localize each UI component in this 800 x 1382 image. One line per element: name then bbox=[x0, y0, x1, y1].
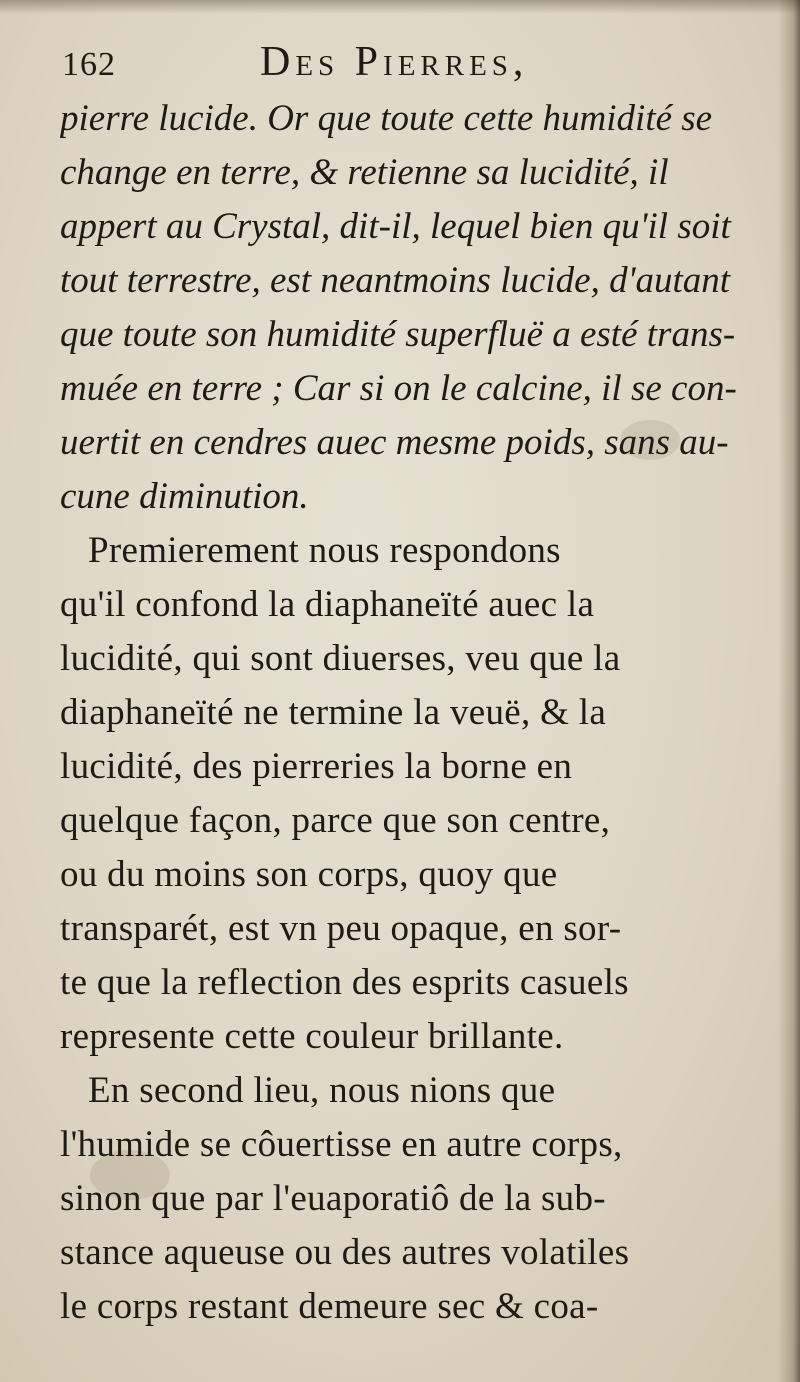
text-line: change en terre, & retienne sa lucidité, il bbox=[60, 152, 669, 193]
text-line: appert au Crystal, dit-il, lequel bien qu'il soit bbox=[60, 206, 731, 247]
page-shadow-top bbox=[0, 0, 800, 14]
text-line: diaphaneïté ne termine la veuë, & la bbox=[60, 692, 607, 733]
text-line: cune diminution. bbox=[60, 476, 309, 517]
text-line: l'humide se côuertisse en autre corps, bbox=[60, 1124, 623, 1165]
text-line: te que la reflection des esprits casuels bbox=[60, 962, 629, 1003]
text-line: sinon que par l'euaporatiô de la sub- bbox=[60, 1178, 606, 1219]
text-line: stance aqueuse ou des autres volatiles bbox=[60, 1232, 630, 1273]
text-line: transparét, est vn peu opaque, en sor- bbox=[60, 908, 622, 949]
text-line: qu'il confond la diaphaneïté auec la bbox=[60, 584, 595, 625]
text-line: lucidité, qui sont diuerses, veu que la bbox=[60, 638, 621, 679]
text-line: ou du moins son corps, quoy que bbox=[60, 854, 558, 895]
page-number: 162 bbox=[62, 46, 116, 83]
running-head: Des Pierres, bbox=[260, 39, 529, 85]
text-line: muée en terre ; Car si on le calcine, il se con- bbox=[60, 368, 737, 409]
text-line: que toute son humidité superfluë a esté trans- bbox=[60, 314, 736, 355]
text-line: tout terrestre, est neantmoins lucide, d'autant bbox=[60, 260, 731, 301]
text-line: lucidité, des pierreries la borne en bbox=[60, 746, 573, 787]
text-line: le corps restant demeure sec & coa- bbox=[60, 1286, 599, 1327]
page-shadow-right bbox=[778, 0, 800, 1382]
page-header bbox=[60, 38, 740, 98]
text-line: Premierement nous respondons bbox=[88, 530, 561, 571]
body-text bbox=[60, 92, 750, 1334]
text-line: En second lieu, nous nions que bbox=[88, 1070, 556, 1111]
text-line: uertit en cendres auec mesme poids, sans au- bbox=[60, 422, 729, 463]
text-line: pierre lucide. Or que toute cette humidité se bbox=[60, 98, 713, 139]
text-line: quelque façon, parce que son centre, bbox=[60, 800, 611, 841]
text-line: represente cette couleur brillante. bbox=[60, 1016, 564, 1057]
